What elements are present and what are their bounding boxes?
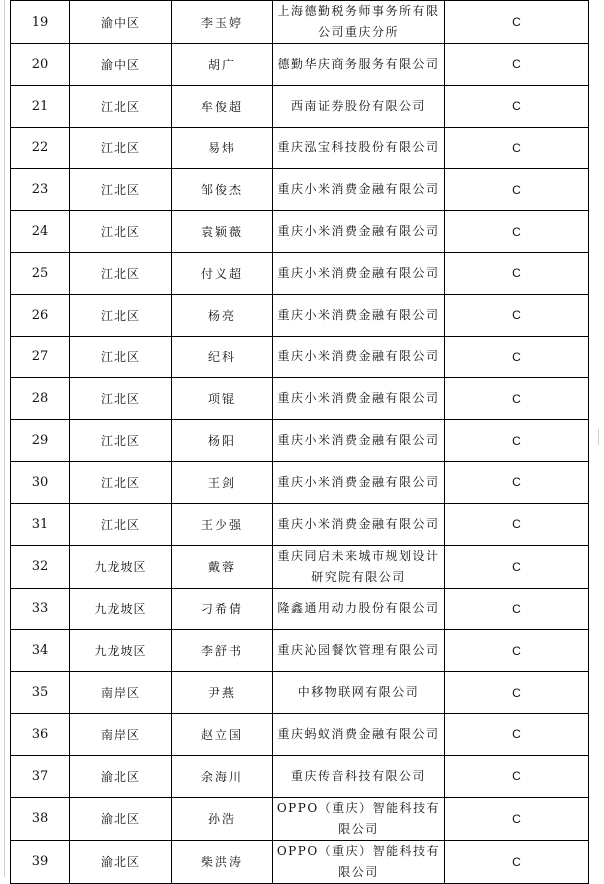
person-name-cell: 邹俊杰 bbox=[172, 169, 273, 211]
row-number: 23 bbox=[11, 169, 70, 211]
person-name-cell: 李玉婷 bbox=[172, 1, 273, 44]
table-row bbox=[11, 127, 589, 169]
district-cell: 江北区 bbox=[70, 252, 172, 294]
grade-cell: C bbox=[445, 378, 589, 420]
table-row bbox=[11, 461, 589, 503]
company-cell: 中移物联网有限公司 bbox=[273, 672, 445, 714]
company-cell: 重庆泓宝科技股份有限公司 bbox=[273, 127, 445, 169]
person-name-cell: 王剑 bbox=[172, 461, 273, 503]
company-cell: 重庆小米消费金融有限公司 bbox=[273, 252, 445, 294]
company-cell: 西南证券股份有限公司 bbox=[273, 85, 445, 127]
table-row bbox=[11, 672, 589, 714]
company-cell: 重庆沁园餐饮管理有限公司 bbox=[273, 630, 445, 672]
company-cell: 重庆小米消费金融有限公司 bbox=[273, 211, 445, 253]
grade-cell: C bbox=[445, 588, 589, 630]
table-row bbox=[11, 336, 589, 378]
table-row bbox=[11, 713, 589, 755]
company-cell: 隆鑫通用动力股份有限公司 bbox=[273, 588, 445, 630]
person-name-cell: 纪科 bbox=[172, 336, 273, 378]
district-cell: 九龙坡区 bbox=[70, 588, 172, 630]
person-name-cell: 付义超 bbox=[172, 252, 273, 294]
grade-cell: C bbox=[445, 545, 589, 588]
district-cell: 江北区 bbox=[70, 461, 172, 503]
row-number: 22 bbox=[11, 127, 70, 169]
row-number: 28 bbox=[11, 378, 70, 420]
person-name-cell: 杨亮 bbox=[172, 294, 273, 336]
table-row bbox=[11, 1, 589, 44]
person-name-cell: 孙浩 bbox=[172, 797, 273, 840]
table-row bbox=[11, 588, 589, 630]
row-number: 21 bbox=[11, 85, 70, 127]
person-name-cell: 项锟 bbox=[172, 378, 273, 420]
table-row bbox=[11, 755, 589, 797]
grade-cell: C bbox=[445, 755, 589, 797]
company-cell: OPPO（重庆）智能科技有限公司 bbox=[273, 840, 445, 883]
table-row bbox=[11, 503, 589, 545]
company-cell: 重庆小米消费金融有限公司 bbox=[273, 336, 445, 378]
person-name-cell: 赵立国 bbox=[172, 713, 273, 755]
row-number: 39 bbox=[11, 840, 70, 883]
company-cell: 德勤华庆商务服务有限公司 bbox=[273, 44, 445, 86]
person-name-cell: 胡广 bbox=[172, 44, 273, 86]
row-number: 35 bbox=[11, 672, 70, 714]
table-body bbox=[11, 1, 589, 884]
company-cell: 重庆蚂蚁消费金融有限公司 bbox=[273, 713, 445, 755]
company-cell: 重庆小米消费金融有限公司 bbox=[273, 503, 445, 545]
table-row bbox=[11, 420, 589, 462]
company-cell: 重庆同启未来城市规划设计研究院有限公司 bbox=[273, 545, 445, 588]
row-number: 32 bbox=[11, 545, 70, 588]
district-cell: 江北区 bbox=[70, 378, 172, 420]
person-name-cell: 戴蓉 bbox=[172, 545, 273, 588]
person-name-cell: 易炜 bbox=[172, 127, 273, 169]
table-row bbox=[11, 44, 589, 86]
scroll-edge-marker bbox=[598, 429, 604, 445]
row-number: 26 bbox=[11, 294, 70, 336]
grade-cell: C bbox=[445, 211, 589, 253]
district-cell: 江北区 bbox=[70, 127, 172, 169]
row-number: 24 bbox=[11, 211, 70, 253]
person-name-cell: 余海川 bbox=[172, 755, 273, 797]
person-name-cell: 袁颖薇 bbox=[172, 211, 273, 253]
district-cell: 九龙坡区 bbox=[70, 630, 172, 672]
company-cell: 重庆传音科技有限公司 bbox=[273, 755, 445, 797]
row-number: 38 bbox=[11, 797, 70, 840]
row-number: 20 bbox=[11, 44, 70, 86]
district-cell: 渝北区 bbox=[70, 840, 172, 883]
table-row bbox=[11, 85, 589, 127]
company-cell: 上海德勤税务师事务所有限公司重庆分所 bbox=[273, 1, 445, 44]
person-name-cell: 牟俊超 bbox=[172, 85, 273, 127]
taxpayer-credit-table bbox=[10, 0, 589, 884]
grade-cell: C bbox=[445, 713, 589, 755]
grade-cell: C bbox=[445, 630, 589, 672]
table-row bbox=[11, 252, 589, 294]
district-cell: 江北区 bbox=[70, 294, 172, 336]
district-cell: 九龙坡区 bbox=[70, 545, 172, 588]
grade-cell: C bbox=[445, 420, 589, 462]
company-cell: 重庆小米消费金融有限公司 bbox=[273, 294, 445, 336]
table-row bbox=[11, 211, 589, 253]
table-row bbox=[11, 545, 589, 588]
table-row bbox=[11, 169, 589, 211]
row-number: 25 bbox=[11, 252, 70, 294]
person-name-cell: 杨阳 bbox=[172, 420, 273, 462]
district-cell: 江北区 bbox=[70, 503, 172, 545]
company-cell: OPPO（重庆）智能科技有限公司 bbox=[273, 797, 445, 840]
district-cell: 江北区 bbox=[70, 211, 172, 253]
grade-cell: C bbox=[445, 797, 589, 840]
district-cell: 渝北区 bbox=[70, 755, 172, 797]
grade-cell: C bbox=[445, 461, 589, 503]
person-name-cell: 李舒书 bbox=[172, 630, 273, 672]
grade-cell: C bbox=[445, 1, 589, 44]
grade-cell: C bbox=[445, 85, 589, 127]
person-name-cell: 刁希倩 bbox=[172, 588, 273, 630]
district-cell: 渝中区 bbox=[70, 44, 172, 86]
grade-cell: C bbox=[445, 840, 589, 883]
row-number: 37 bbox=[11, 755, 70, 797]
table-row bbox=[11, 630, 589, 672]
table-row bbox=[11, 797, 589, 840]
grade-cell: C bbox=[445, 44, 589, 86]
row-number: 33 bbox=[11, 588, 70, 630]
row-number: 19 bbox=[11, 1, 70, 44]
row-number: 36 bbox=[11, 713, 70, 755]
grade-cell: C bbox=[445, 672, 589, 714]
grade-cell: C bbox=[445, 294, 589, 336]
grade-cell: C bbox=[445, 503, 589, 545]
table-row bbox=[11, 294, 589, 336]
page-edge-line bbox=[4, 0, 5, 877]
district-cell: 江北区 bbox=[70, 169, 172, 211]
row-number: 31 bbox=[11, 503, 70, 545]
company-cell: 重庆小米消费金融有限公司 bbox=[273, 169, 445, 211]
person-name-cell: 柴洪涛 bbox=[172, 840, 273, 883]
district-cell: 南岸区 bbox=[70, 713, 172, 755]
district-cell: 江北区 bbox=[70, 85, 172, 127]
company-cell: 重庆小米消费金融有限公司 bbox=[273, 420, 445, 462]
grade-cell: C bbox=[445, 169, 589, 211]
grade-cell: C bbox=[445, 127, 589, 169]
table-row bbox=[11, 378, 589, 420]
district-cell: 渝中区 bbox=[70, 1, 172, 44]
row-number: 27 bbox=[11, 336, 70, 378]
row-number: 30 bbox=[11, 461, 70, 503]
company-cell: 重庆小米消费金融有限公司 bbox=[273, 378, 445, 420]
district-cell: 江北区 bbox=[70, 420, 172, 462]
person-name-cell: 王少强 bbox=[172, 503, 273, 545]
row-number: 34 bbox=[11, 630, 70, 672]
grade-cell: C bbox=[445, 252, 589, 294]
company-cell: 重庆小米消费金融有限公司 bbox=[273, 461, 445, 503]
person-name-cell: 尹燕 bbox=[172, 672, 273, 714]
district-cell: 渝北区 bbox=[70, 797, 172, 840]
district-cell: 江北区 bbox=[70, 336, 172, 378]
row-number: 29 bbox=[11, 420, 70, 462]
district-cell: 南岸区 bbox=[70, 672, 172, 714]
grade-cell: C bbox=[445, 336, 589, 378]
